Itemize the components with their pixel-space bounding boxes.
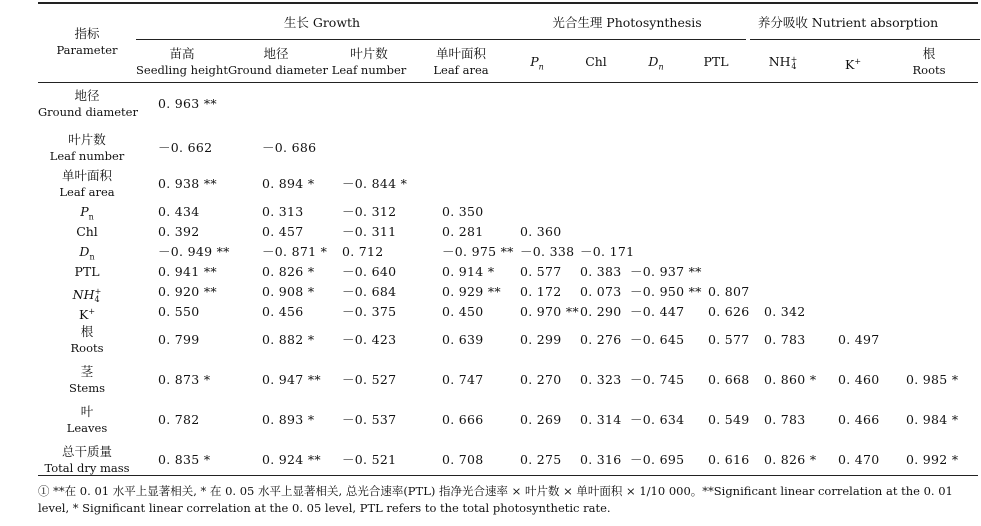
- table-cell: 0. 350: [442, 204, 484, 219]
- table-cell: 0. 747: [442, 372, 484, 387]
- table-cell: 0. 276: [580, 332, 622, 347]
- table-cell: 0. 826 *: [262, 264, 315, 279]
- table-cell: －0. 684: [342, 284, 397, 299]
- row-label-en: Leaf number: [49, 149, 125, 163]
- table-cell: －0. 662: [158, 140, 213, 155]
- row-label-cn: NH: [72, 287, 95, 303]
- col-ground-diameter-cn: 地径: [263, 46, 289, 61]
- table-cell: 0. 314: [580, 412, 622, 427]
- col-chl: Chl: [585, 54, 607, 69]
- table-cell: 0. 616: [708, 452, 750, 467]
- col-seedling-height: [136, 46, 228, 78]
- table-cell: 0. 807: [708, 284, 750, 299]
- table-cell: 0. 466: [838, 412, 880, 427]
- row-label: [38, 88, 136, 120]
- col-leaf-number-cn: 叶片数: [350, 46, 388, 61]
- row-label-cn: P: [80, 204, 89, 219]
- row-label-cn: 总干质量: [61, 444, 112, 459]
- row-label: [38, 444, 136, 476]
- table-cell: 0. 826 *: [764, 452, 817, 467]
- correlation-table: [38, 0, 959, 526]
- table-cell: －0. 745: [630, 372, 685, 387]
- table-cell: －0. 950 **: [630, 284, 702, 299]
- table-cell: 0. 941 **: [158, 264, 217, 279]
- col-pn-symbol: P: [530, 54, 539, 69]
- row-label-en: Leaf area: [59, 185, 115, 199]
- table-cell: 0. 360: [520, 224, 562, 239]
- footnote: ① **在 0. 01 水平上显著相关, * 在 0. 05 水平上显著相关, 总光合速率(PTL) 指净光合速率 × 叶片数 × 单叶面积 × 1/10 000。**Significant linear correlation at the 0. 01 level, * Significant linear correlation at the 0. 05 level, PTL refers to the total photosynthetic rate.: [38, 484, 953, 515]
- table-cell: 0. 383: [580, 264, 622, 279]
- col-roots-en: Roots: [912, 63, 946, 77]
- row-label: [38, 304, 136, 323]
- col-leaf-area: [414, 46, 508, 78]
- table-cell: 0. 470: [838, 452, 880, 467]
- row-label-cn: 地径: [74, 88, 100, 103]
- col-leaf-number-en: Leaf number: [331, 63, 407, 77]
- table-cell: 0. 992 *: [906, 452, 959, 467]
- table-cell: 0. 668: [708, 372, 750, 387]
- table-cell: 0. 342: [764, 304, 806, 319]
- row-label: [38, 204, 136, 226]
- table-cell: 0. 270: [520, 372, 562, 387]
- table-cell: 0. 985 *: [906, 372, 959, 387]
- row-label: [38, 244, 136, 266]
- col-nh4-symbol: NH: [768, 54, 791, 69]
- table-cell: 0. 457: [262, 224, 304, 239]
- col-dn-symbol: D: [648, 54, 659, 69]
- table-cell: 0. 835 *: [158, 452, 211, 467]
- table-cell: 0. 984 *: [906, 412, 959, 427]
- col-roots-cn: 根: [922, 46, 936, 61]
- table-cell: 0. 497: [838, 332, 880, 347]
- table-cell: 0. 626: [708, 304, 750, 319]
- table-cell: 0. 708: [442, 452, 484, 467]
- row-label-cn: Chl: [76, 224, 98, 239]
- row-label: [38, 132, 136, 164]
- table-cell: －0. 521: [342, 452, 397, 467]
- table-cell: －0. 949 **: [158, 244, 230, 259]
- row-label-cn: K: [78, 307, 89, 323]
- row-label: [38, 264, 136, 280]
- table-cell: 0. 799: [158, 332, 200, 347]
- table-cell: 0. 299: [520, 332, 562, 347]
- table-cell: 0. 782: [158, 412, 200, 427]
- table-cell: 0. 639: [442, 332, 484, 347]
- col-ground-diameter-en: Ground diameter: [228, 63, 328, 77]
- col-leaf-area-en: Leaf area: [433, 63, 489, 77]
- table-cell: 0. 290: [580, 304, 622, 319]
- header-rule: [38, 82, 978, 83]
- table-cell: －0. 375: [342, 304, 397, 319]
- row-label: [38, 324, 136, 356]
- row-label-sub: 4: [94, 295, 100, 305]
- table-cell: －0. 871 *: [262, 244, 328, 259]
- table-cell: 0. 947 **: [262, 372, 321, 387]
- table-cell: 0. 894 *: [262, 176, 315, 191]
- row-label-cn: PTL: [74, 264, 100, 279]
- row-label-en: Leaves: [66, 421, 108, 435]
- table-cell: －0. 645: [630, 332, 685, 347]
- col-dn-sub: n: [658, 62, 664, 72]
- top-rule: [38, 2, 978, 4]
- table-cell: 0. 873 *: [158, 372, 211, 387]
- table-cell: 0. 073: [580, 284, 622, 299]
- row-label-en: Stems: [68, 381, 106, 395]
- group-nutrient: 养分吸收 Nutrient absorption: [757, 15, 939, 30]
- table-cell: 0. 920 **: [158, 284, 217, 299]
- group-photosynthesis: 光合生理 Photosynthesis: [552, 15, 702, 30]
- param-header-en: Parameter: [56, 43, 118, 57]
- row-label-cn: 根: [80, 324, 94, 339]
- col-k-sup: +: [854, 57, 862, 66]
- table-cell: －0. 975 **: [442, 244, 514, 259]
- row-label: [38, 168, 136, 200]
- col-k: [818, 54, 888, 73]
- col-nh4-sub: 4: [791, 61, 797, 71]
- col-nh4-sup: +: [790, 54, 798, 64]
- row-label: [38, 224, 136, 240]
- table-cell: －0. 447: [630, 304, 685, 319]
- table-cell: 0. 938 **: [158, 176, 217, 191]
- col-dn: [626, 54, 686, 76]
- table-cell: 0. 929 **: [442, 284, 501, 299]
- table-cell: 0. 893 *: [262, 412, 315, 427]
- row-label: [38, 364, 136, 396]
- col-k-symbol: K: [844, 57, 855, 73]
- col-nh4: [748, 54, 818, 70]
- bottom-rule: [38, 475, 978, 476]
- table-cell: 0. 392: [158, 224, 200, 239]
- table-cell: －0. 937 **: [630, 264, 702, 279]
- table-cell: 0. 783: [764, 332, 806, 347]
- group-underline-photo: [508, 39, 746, 40]
- param-header-cn: 指标: [74, 26, 100, 41]
- col-roots: [904, 46, 954, 78]
- table-cell: 0. 577: [708, 332, 750, 347]
- group-underline-nutrient: [750, 39, 980, 40]
- table-cell: 0. 666: [442, 412, 484, 427]
- row-label-sup: +: [94, 287, 102, 296]
- table-cell: 0. 460: [838, 372, 880, 387]
- table-cell: 0. 914 *: [442, 264, 495, 279]
- group-underline-growth: [136, 39, 508, 40]
- table-cell: －0. 171: [580, 244, 635, 259]
- table-cell: －0. 695: [630, 452, 685, 467]
- row-label-cn: 叶: [80, 404, 94, 419]
- table-cell: 0. 323: [580, 372, 622, 387]
- row-label: [38, 404, 136, 436]
- table-cell: －0. 640: [342, 264, 397, 279]
- table-cell: 0. 783: [764, 412, 806, 427]
- table-cell: －0. 527: [342, 372, 397, 387]
- table-cell: 0. 269: [520, 412, 562, 427]
- table-cell: －0. 844 *: [342, 176, 408, 191]
- row-label-sub: n: [89, 252, 95, 262]
- param-header: [38, 26, 136, 58]
- col-seedling-height-en: Seedling height: [136, 63, 228, 77]
- table-cell: 0. 313: [262, 204, 304, 219]
- table-cell: 0. 434: [158, 204, 200, 219]
- table-cell: －0. 312: [342, 204, 397, 219]
- table-cell: 0. 908 *: [262, 284, 315, 299]
- table-cell: 0. 275: [520, 452, 562, 467]
- row-label-en: Total dry mass: [44, 461, 130, 475]
- row-label-en: Roots: [70, 341, 104, 355]
- col-ground-diameter: [228, 46, 328, 78]
- row-label-cn: D: [79, 244, 90, 259]
- col-ptl: PTL: [703, 54, 729, 69]
- table-cell: 0. 970 **: [520, 304, 579, 319]
- table-cell: 0. 860 *: [764, 372, 817, 387]
- col-pn: [508, 54, 566, 76]
- row-label-cn: 叶片数: [68, 132, 106, 147]
- table-cell: －0. 423: [342, 332, 397, 347]
- row-label-en: Ground diameter: [38, 105, 138, 119]
- col-leaf-area-cn: 单叶面积: [435, 46, 486, 61]
- table-cell: 0. 712: [342, 244, 384, 259]
- table-cell: －0. 311: [342, 224, 397, 239]
- table-cell: 0. 963 **: [158, 96, 217, 111]
- table-cell: －0. 686: [262, 140, 317, 155]
- col-seedling-height-cn: 苗高: [169, 46, 195, 61]
- table-cell: 0. 316: [580, 452, 622, 467]
- table-cell: －0. 537: [342, 412, 397, 427]
- col-pn-sub: n: [538, 62, 544, 72]
- group-growth: 生长 Growth: [283, 15, 361, 30]
- row-label-cn: 茎: [80, 364, 94, 379]
- table-cell: 0. 172: [520, 284, 562, 299]
- col-leaf-number: [324, 46, 414, 78]
- table-cell: －0. 338: [520, 244, 575, 259]
- table-cell: 0. 450: [442, 304, 484, 319]
- table-cell: －0. 634: [630, 412, 685, 427]
- table-cell: 0. 550: [158, 304, 200, 319]
- table-cell: 0. 549: [708, 412, 750, 427]
- table-cell: 0. 281: [442, 224, 484, 239]
- row-label-cn: 单叶面积: [61, 168, 112, 183]
- table-cell: 0. 456: [262, 304, 304, 319]
- row-label-sup: +: [88, 307, 96, 316]
- table-cell: 0. 882 *: [262, 332, 315, 347]
- row-label-sub: n: [88, 212, 94, 222]
- table-cell: 0. 577: [520, 264, 562, 279]
- table-cell: 0. 924 **: [262, 452, 321, 467]
